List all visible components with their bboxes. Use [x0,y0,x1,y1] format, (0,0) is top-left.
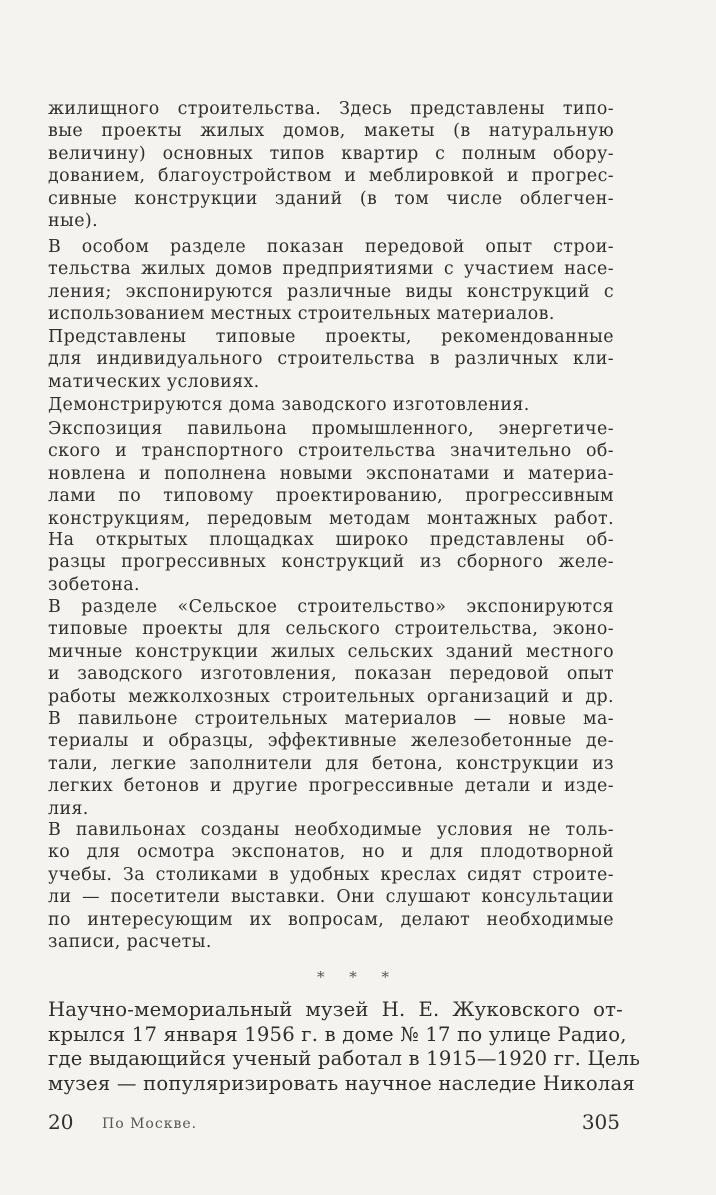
text-line: дованием, благоустройством и меблировкой и прогрес- [48,166,614,187]
text-line: величину) основных типов квартир с полным обору- [48,143,614,164]
text-line: Научно-мемориальный музей Н. Е. Жуковского от- [48,998,623,1021]
text-line: записи, расчеты. [48,932,212,953]
text-line: крылся 17 января 1956 г. в доме № 17 по улице Радио, [48,1022,627,1046]
text-line: На открытых площадках широко представлены об- [48,530,614,550]
text-line: учебы. За столиками в удобных креслах сидят строите- [48,864,614,885]
text-line: В разделе «Сельское строительство» экспонируются [48,597,614,617]
paragraph [48,708,614,820]
museum-paragraph [48,998,641,1096]
text-line: зобетона. [48,574,140,595]
text-line: матических условиях. [48,371,260,392]
section-separator: * * * [316,968,400,986]
text-line: тали, легкие заполнители для бетона, конструкции из [48,753,614,774]
signature-number: 20 [48,1110,74,1134]
text-line: мичные конструкции жилых сельских зданий местного [48,641,614,662]
text-line: работы межколхозных строительных организаций и др. [48,686,614,707]
text-line: ко для осмотра экспонатов, но и для плодотворной [48,842,614,863]
text-line: В павильонах созданы необходимые условия не толь- [48,820,614,840]
running-head: По Москве. [102,1116,198,1132]
text-line: ления; экспонируются различные виды конструкций с [48,281,614,302]
paragraph [48,98,614,232]
page-number: 305 [581,1110,620,1134]
text-line: В павильоне строительных материалов — новые ма- [48,709,614,729]
text-line: новлена и пополнена новыми экспонатами и материа- [48,463,614,484]
text-line: лия. [48,798,89,819]
paragraph [48,819,614,953]
text-line: вые проекты жилых домов, макеты (в натуральную [48,121,614,142]
page-footer [48,1110,620,1140]
text-line: использованием местных строительных материалов. [48,304,555,325]
text-line: разцы прогрессивных конструкций из сборного желе- [48,552,614,573]
text-line: по интересующим их вопросам, делают необходимые [48,909,614,930]
text-line: тельства жилых домов предприятиями с участием насе- [48,259,614,280]
paragraph [48,394,614,416]
text-line: Экспозиция павильона промышленного, энергетиче- [48,419,614,439]
paragraph [48,236,614,326]
text-line: лами по типовому проектированию, прогрессивным [48,486,614,507]
text-line: жилищного строительства. Здесь представлены типо- [48,99,614,119]
text-line: легких бетонов и другие прогрессивные детали и изде- [48,776,614,797]
text-line: музея — популяризировать научное наследие Николая [48,1071,635,1095]
text-line: ского и транспортного строительства значительно об- [48,441,614,462]
paragraph [48,418,614,530]
text-line: типовые проекты для сельского строительства, эконо- [48,619,614,640]
paragraph [48,596,614,708]
text-line: Демонстрируются дома заводского изготовления. [48,395,530,415]
text-line: териалы и образцы, эффективные железобетонные де- [48,731,614,752]
text-line: где выдающийся ученый работал в 1915—1920 гг. Цель [48,1047,641,1071]
text-line: и заводского изготовления, показан передовой опыт [48,664,614,685]
text-line: конструкциям, передовым методам монтажных работ. [48,508,614,529]
text-line: ные). [48,211,99,232]
text-line: для индивидуального строительства в различных кли- [48,349,614,370]
paragraph [48,529,614,596]
paragraph [48,326,614,393]
text-line: В особом разделе показан передовой опыт строи- [48,237,614,257]
text-line: сивные конструкции зданий (в том числе облегчен- [48,188,614,209]
text-line: Представлены типовые проекты, рекомендованные [48,327,614,347]
text-line: ли — посетители выставки. Они слушают консультации [48,887,614,908]
